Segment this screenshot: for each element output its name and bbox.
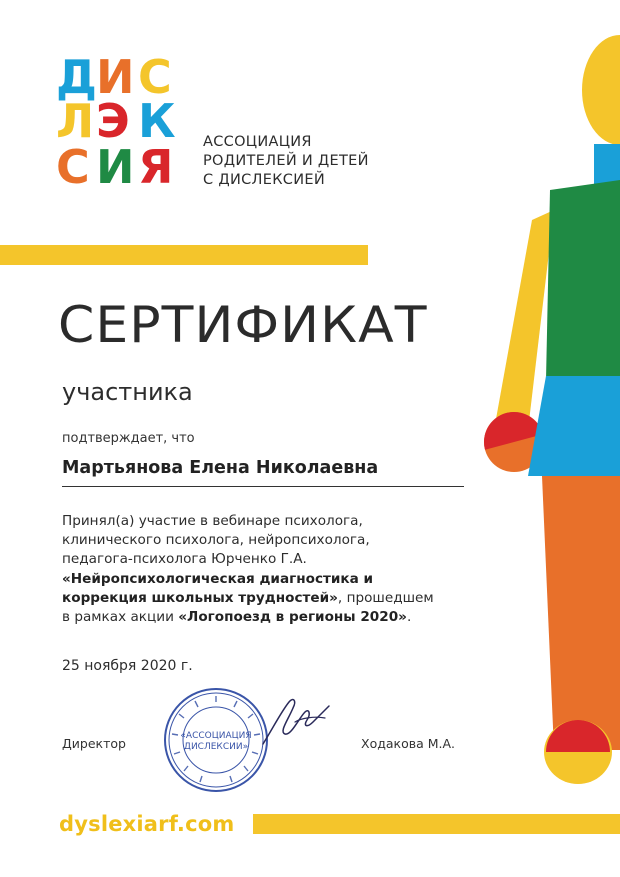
logo-letter: Э [96,94,130,148]
director-label: Директор [62,736,126,751]
logo-letter: И [96,55,135,104]
logo-letter: Л [56,94,95,148]
director-signature [255,692,335,752]
official-stamp [162,686,270,794]
stamp-text: ДИСЛЕКСИИ» [183,742,249,752]
name-underline [62,486,464,487]
association-name-line: С ДИСЛЕКСИЕЙ [203,172,325,188]
recipient-name: Мартьянова Елена Николаевна [62,458,379,478]
body-text-line: клинического психолога, нейропсихолога, [62,532,370,548]
body-text-line: педагога-психолога Юрченко Г.А. [62,551,307,567]
body-text: , прошедшем [337,590,434,606]
webinar-title: «Нейропсихологическая диагностика и [62,571,374,587]
signer-name: Ходакова М.А. [361,736,455,751]
body-text: в рамках акции [62,609,179,625]
confirms-text: подтверждает, что [62,431,195,446]
logo-letter: Д [56,55,97,104]
logo-letter: И [96,140,135,190]
campaign-title: «Логопоезд в регионы 2020» [178,609,407,625]
logo-letter: К [138,94,176,148]
association-logo [56,55,191,190]
body-text-line: Принял(а) участие в вебинаре психолога, [62,513,363,529]
bottom-yellow-bar [253,814,620,834]
website-link[interactable]: dyslexiarf.com [59,812,235,836]
association-name-line: АССОЦИАЦИЯ [203,134,312,150]
webinar-title: коррекция школьных трудностей» [62,590,338,606]
logo-letter: Я [138,140,174,190]
body-text-line [62,608,411,626]
certificate-date: 25 ноября 2020 г. [62,658,193,674]
logo-letter: С [56,140,90,190]
stamp-text: «АССОЦИАЦИЯ [180,731,252,741]
top-yellow-bar [0,245,368,265]
certificate-title: СЕРТИФИКАТ [58,296,428,354]
association-name-line: РОДИТЕЛЕЙ И ДЕТЕЙ [203,153,369,169]
body-text-line [62,570,373,588]
logo-letter: С [138,55,172,104]
body-text: . [406,609,412,625]
certificate-subtitle: участника [62,378,193,406]
decorative-figure [470,30,620,800]
body-text-line [62,589,434,607]
